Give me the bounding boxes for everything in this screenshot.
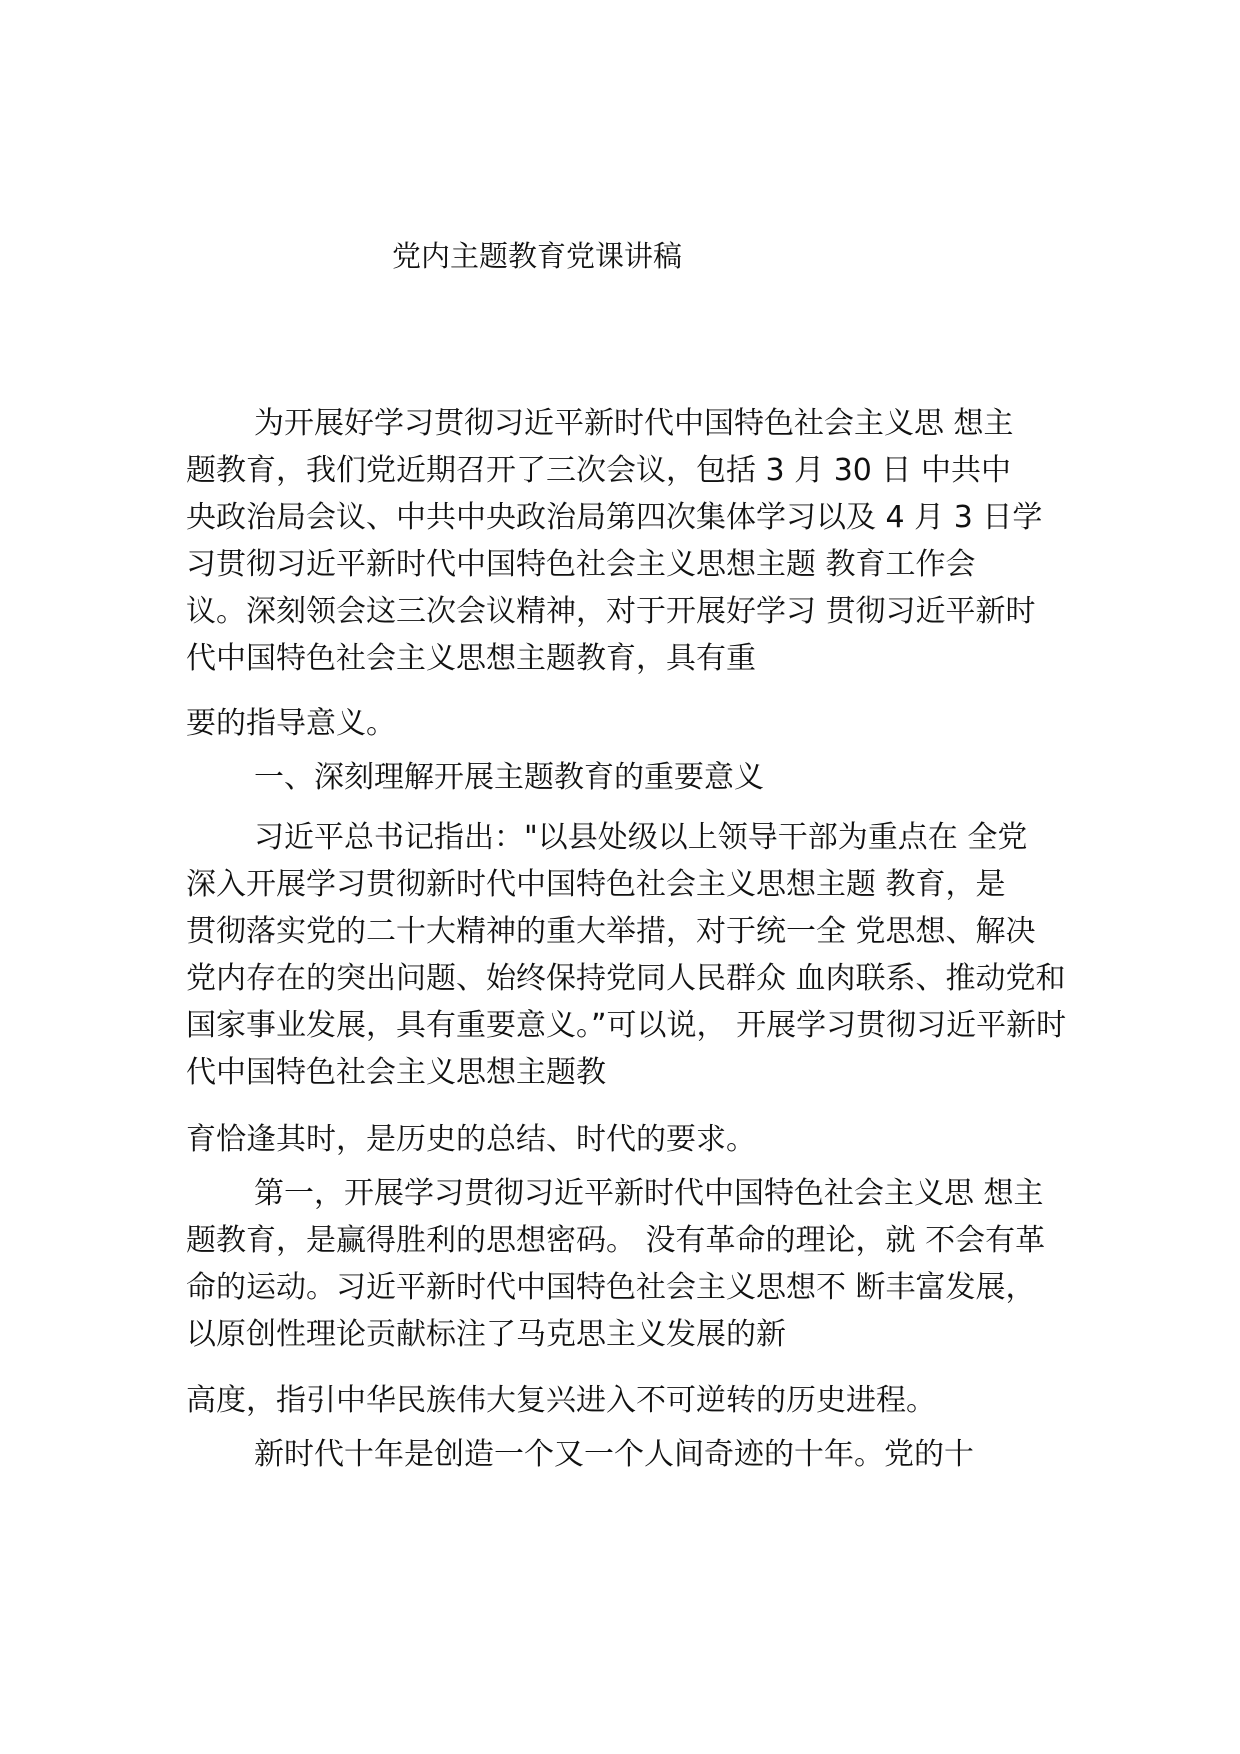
paragraph-line: 题教育，是赢得胜利的思想密码。 没有革命的理论，就 不会有革: [186, 1223, 1046, 1258]
document-title: 党内主题教育党课讲稿: [392, 239, 683, 273]
paragraph-line: 为开展好学习贯彻习近平新时代中国特色社会主义思 想主: [254, 406, 1014, 441]
paragraph-line: 习贯彻习近平新时代中国特色社会主义思想主题 教育工作会: [186, 547, 976, 582]
section-heading: 一、深刻理解开展主题教育的重要意义: [254, 760, 764, 795]
paragraph-line: 国家事业发展，具有重要意义。”可以说， 开展学习贯彻习近平新时: [186, 1008, 1067, 1043]
paragraph-line: 高度，指引中华民族伟大复兴进入不可逆转的历史进程。: [186, 1383, 936, 1418]
paragraph-line: 党内存在的突出问题、始终保持党同人民群众 血肉联系、推动党和: [186, 961, 1066, 996]
paragraph-line: 习近平总书记指出："以县处级以上领导干部为重点在 全党: [254, 820, 1028, 855]
paragraph-line: 新时代十年是创造一个又一个人间奇迹的十年。党的十: [254, 1437, 974, 1472]
paragraph-line: 议。深刻领会这三次会议精神，对于开展好学习 贯彻习近平新时: [186, 594, 1036, 629]
paragraph-line: 深入开展学习贯彻新时代中国特色社会主义思想主题 教育，是: [186, 867, 1006, 902]
paragraph-line: 题教育，我们党近期召开了三次会议，包括 3 月 30 日 中共中: [186, 453, 1011, 488]
paragraph-line: 贯彻落实党的二十大精神的重大举措，对于统一全 党思想、解决: [186, 914, 1036, 949]
paragraph-line: 育恰逢其时，是历史的总结、时代的要求。: [186, 1122, 756, 1157]
paragraph-line: 第一，开展学习贯彻习近平新时代中国特色社会主义思 想主: [254, 1176, 1044, 1211]
paragraph-line: 以原创性理论贡献标注了马克思主义发展的新: [186, 1317, 786, 1352]
paragraph-line: 命的运动。习近平新时代中国特色社会主义思想不 断丰富发展，: [186, 1270, 1036, 1305]
paragraph-line: 要的指导意义。: [186, 706, 396, 741]
paragraph-line: 代中国特色社会主义思想主题教: [186, 1055, 606, 1090]
paragraph-line: 央政治局会议、中共中央政治局第四次集体学习以及 4 月 3 日学: [186, 500, 1043, 535]
paragraph-line: 代中国特色社会主义思想主题教育，具有重: [186, 641, 756, 676]
